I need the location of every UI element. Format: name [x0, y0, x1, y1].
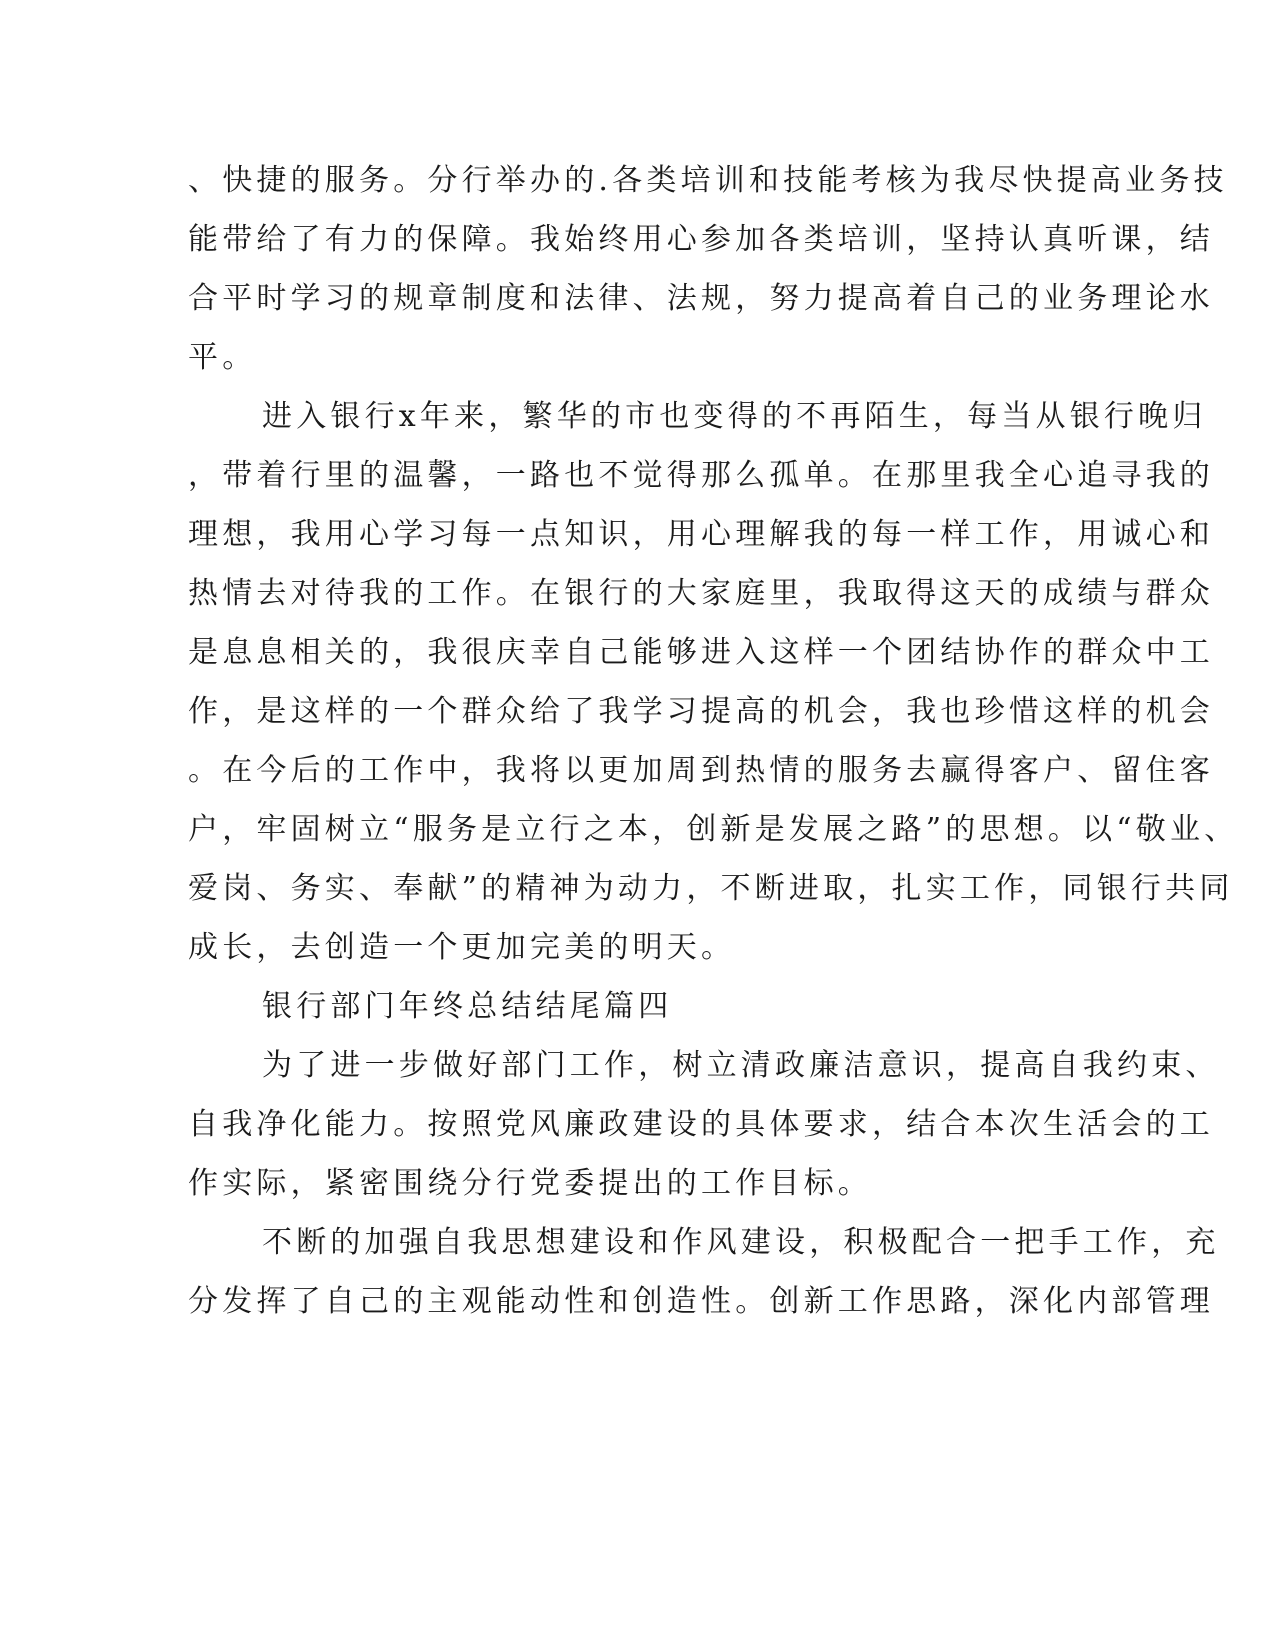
paragraph-line: 自我净化能力。按照党风廉政建设的具体要求，结合本次生活会的工 — [188, 1107, 1214, 1142]
paragraph-line: 成长，去创造一个更加完美的明天。 — [188, 930, 736, 965]
paragraph-line: 。在今后的工作中，我将以更加周到热情的服务去赢得客户、留住客 — [188, 753, 1214, 788]
paragraph-line: 是息息相关的，我很庆幸自己能够进入这样一个团结协作的群众中工 — [188, 635, 1214, 670]
paragraph-line: 作实际，紧密围绕分行党委提出的工作目标。 — [188, 1166, 872, 1201]
paragraph-line: 热情去对待我的工作。在银行的大家庭里，我取得这天的成绩与群众 — [188, 576, 1214, 611]
paragraph-line: 平。 — [188, 340, 257, 375]
paragraph-line: 理想，我用心学习每一点知识，用心理解我的每一样工作，用诚心和 — [188, 517, 1214, 552]
paragraph-line: 不断的加强自我思想建设和作风建设，积极配合一把手工作，充 — [262, 1225, 1220, 1260]
paragraph-line: ，带着行里的温馨，一路也不觉得那么孤单。在那里我全心追寻我的 — [188, 458, 1214, 493]
section-heading: 银行部门年终总结结尾篇四 — [262, 989, 673, 1024]
paragraph-line: 、快捷的服务。分行举办的.各类培训和技能考核为我尽快提高业务技 — [188, 163, 1228, 198]
paragraph-line: 能带给了有力的保障。我始终用心参加各类培训，坚持认真听课，结 — [188, 222, 1214, 257]
paragraph-line: 合平时学习的规章制度和法律、法规，努力提高着自己的业务理论水 — [188, 281, 1214, 316]
paragraph-line: 分发挥了自己的主观能动性和创造性。创新工作思路，深化内部管理 — [188, 1284, 1214, 1319]
paragraph-line: 进入银行x年来，繁华的市也变得的不再陌生，每当从银行晚归 — [262, 399, 1207, 434]
paragraph-line: 作，是这样的一个群众给了我学习提高的机会，我也珍惜这样的机会 — [188, 694, 1214, 729]
paragraph-line: 户，牢固树立“服务是立行之本，创新是发展之路”的思想。以“敬业、 — [188, 812, 1239, 847]
paragraph-line: 为了进一步做好部门工作，树立清政廉洁意识，提高自我约束、 — [262, 1048, 1220, 1083]
paragraph-line: 爱岗、务实、奉献”的精神为动力，不断进取，扎实工作，同银行共同 — [188, 871, 1234, 906]
